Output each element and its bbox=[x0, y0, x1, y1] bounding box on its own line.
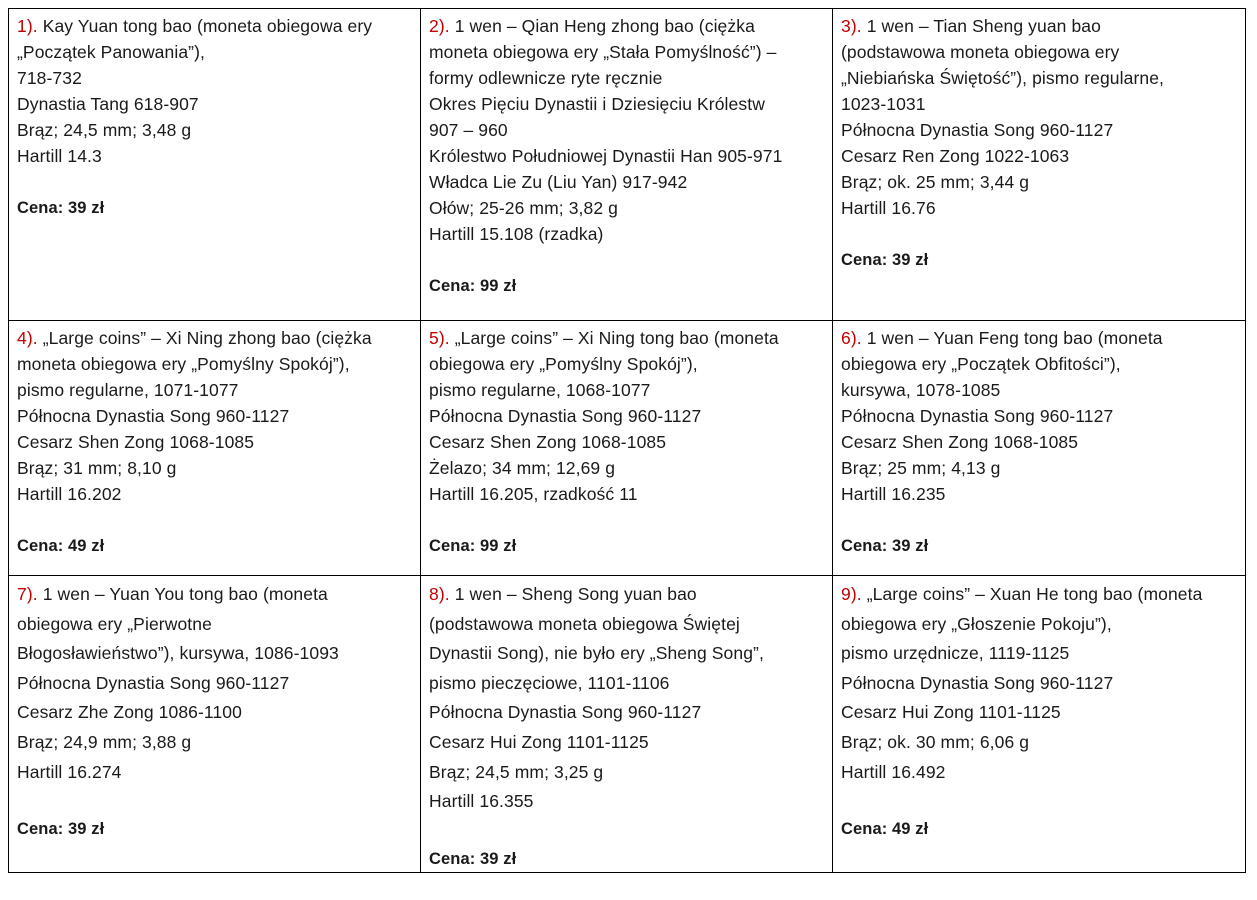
line-text: Brąz; 24,5 mm; 3,25 g bbox=[429, 761, 604, 782]
coin-description-line bbox=[429, 39, 824, 65]
line-text: Hartill 16.235 bbox=[841, 484, 946, 504]
coin-description-line bbox=[429, 580, 824, 610]
coin-description-line bbox=[17, 481, 412, 507]
line-text: moneta obiegowa ery „Pomyślny Spokój”), bbox=[17, 354, 350, 374]
coin-description-line bbox=[841, 65, 1237, 91]
line-text: Hartill 14.3 bbox=[17, 146, 102, 166]
coin-description-line bbox=[841, 758, 1237, 788]
coin-description-line bbox=[17, 351, 412, 377]
coin-description-line bbox=[17, 669, 412, 699]
item-number: 1). bbox=[17, 16, 38, 36]
coin-entry-7 bbox=[9, 576, 421, 873]
coin-description-line bbox=[17, 325, 412, 351]
line-text: Północna Dynastia Song 960-1127 bbox=[429, 406, 702, 426]
line-text: Dynastia Tang 618-907 bbox=[17, 94, 199, 114]
coin-description-line bbox=[17, 403, 412, 429]
line-text: Cesarz Zhe Zong 1086-1100 bbox=[17, 702, 242, 723]
line-text: Brąz; 24,5 mm; 3,48 g bbox=[17, 120, 192, 140]
line-text: Władca Lie Zu (Liu Yan) 917-942 bbox=[429, 172, 688, 192]
coin-description-line bbox=[841, 117, 1237, 143]
line-text: Cesarz Ren Zong 1022-1063 bbox=[841, 146, 1070, 166]
price-label: Cena: 49 zł bbox=[17, 537, 105, 555]
line-text: Brąz; 31 mm; 8,10 g bbox=[17, 458, 177, 478]
line-text: Brąz; 24,9 mm; 3,88 g bbox=[17, 731, 192, 752]
line-text: Cesarz Shen Zong 1068-1085 bbox=[841, 432, 1079, 452]
line-text: Hartill 16.492 bbox=[841, 761, 946, 782]
item-number: 2). bbox=[429, 16, 450, 36]
line-text: Błogosławieństwo”), kursywa, 1086-1093 bbox=[17, 643, 339, 664]
price-label: Cena: 39 zł bbox=[17, 820, 105, 839]
coin-description-line bbox=[841, 429, 1237, 455]
item-number: 6). bbox=[841, 328, 862, 348]
coin-description-line bbox=[841, 403, 1237, 429]
coin-description-line bbox=[429, 65, 824, 91]
line-text: „Large coins” – Xuan He tong bao (moneta bbox=[866, 584, 1203, 604]
coin-description-line bbox=[17, 117, 412, 143]
coin-description-line bbox=[429, 639, 824, 669]
coin-entry-2 bbox=[421, 9, 833, 321]
coin-catalog-table bbox=[8, 8, 1246, 873]
coin-description-line bbox=[429, 758, 824, 788]
coin-description-line bbox=[17, 639, 412, 669]
coin-description-line bbox=[429, 195, 824, 221]
coin-description-line bbox=[17, 143, 412, 169]
line-text: Hartill 16.76 bbox=[841, 198, 936, 218]
coin-description-line bbox=[841, 377, 1237, 403]
line-text: Cesarz Shen Zong 1068-1085 bbox=[429, 432, 667, 452]
line-text: Północna Dynastia Song 960-1127 bbox=[841, 120, 1114, 140]
coin-description-line bbox=[17, 377, 412, 403]
line-text: „Large coins” – Xi Ning tong bao (moneta bbox=[454, 328, 779, 348]
price-label: Cena: 39 zł bbox=[841, 537, 929, 555]
line-text: kursywa, 1078-1085 bbox=[841, 380, 1001, 400]
line-text: obiegowa ery „Początek Obfitości”), bbox=[841, 354, 1121, 374]
coin-description-line bbox=[841, 580, 1237, 610]
line-text: obiegowa ery „Pomyślny Spokój”), bbox=[429, 354, 698, 374]
coin-description-line bbox=[841, 455, 1237, 481]
coin-description-line bbox=[841, 91, 1237, 117]
line-text: 907 – 960 bbox=[429, 120, 508, 140]
coin-description-line bbox=[17, 455, 412, 481]
coin-entry-8 bbox=[421, 576, 833, 873]
coin-description-line bbox=[429, 117, 824, 143]
coin-description-line bbox=[841, 39, 1237, 65]
coin-description-line bbox=[841, 143, 1237, 169]
coin-description-line bbox=[429, 787, 824, 817]
coin-description-line bbox=[841, 669, 1237, 699]
coin-description-line bbox=[17, 13, 412, 39]
line-text: Północna Dynastia Song 960-1127 bbox=[841, 406, 1114, 426]
line-text: obiegowa ery „Głoszenie Pokoju”), bbox=[841, 613, 1112, 634]
price-label: Cena: 39 zł bbox=[841, 251, 929, 269]
table-row bbox=[9, 576, 1246, 873]
coin-entry-9 bbox=[833, 576, 1246, 873]
coin-description-line bbox=[17, 65, 412, 91]
coin-description-line bbox=[17, 610, 412, 640]
item-number: 8). bbox=[429, 584, 450, 604]
coin-description-line bbox=[429, 669, 824, 699]
line-text: Północna Dynastia Song 960-1127 bbox=[17, 672, 290, 693]
coin-description-line bbox=[429, 91, 824, 117]
table-row bbox=[9, 9, 1246, 321]
line-text: (podstawowa moneta obiegowa ery bbox=[841, 42, 1120, 62]
coin-description-line bbox=[841, 481, 1237, 507]
line-text: Królestwo Południowej Dynastii Han 905-971 bbox=[429, 146, 783, 166]
line-text: 1 wen – Yuan You tong bao (moneta bbox=[42, 584, 328, 604]
price-label: Cena: 39 zł bbox=[17, 199, 105, 217]
coin-description-line bbox=[841, 728, 1237, 758]
coin-description-line bbox=[429, 481, 824, 507]
coin-entry-1 bbox=[9, 9, 421, 321]
item-number: 7). bbox=[17, 584, 38, 604]
line-text: Żelazo; 34 mm; 12,69 g bbox=[429, 458, 616, 478]
table-row bbox=[9, 321, 1246, 576]
line-text: pismo urzędnicze, 1119-1125 bbox=[841, 643, 1070, 664]
coin-description-line bbox=[429, 698, 824, 728]
coin-description-line bbox=[429, 403, 824, 429]
coin-description-line bbox=[429, 143, 824, 169]
line-text: 1 wen – Sheng Song yuan bao bbox=[454, 584, 697, 604]
coin-description-line bbox=[17, 91, 412, 117]
line-text: Hartill 16.355 bbox=[429, 791, 534, 812]
coin-description-line bbox=[841, 13, 1237, 39]
line-text: Cesarz Shen Zong 1068-1085 bbox=[17, 432, 255, 452]
item-number: 5). bbox=[429, 328, 450, 348]
line-text: moneta obiegowa ery „Stała Pomyślność”) – bbox=[429, 42, 777, 62]
line-text: (podstawowa moneta obiegowa Świętej bbox=[429, 613, 740, 634]
line-text: 1023-1031 bbox=[841, 94, 926, 114]
price-label: Cena: 99 zł bbox=[429, 277, 517, 295]
coin-description-line bbox=[429, 169, 824, 195]
line-text: Północna Dynastia Song 960-1127 bbox=[429, 702, 702, 723]
line-text: „Large coins” – Xi Ning zhong bao (ciężka bbox=[42, 328, 372, 348]
price-label: Cena: 99 zł bbox=[429, 537, 517, 555]
item-number: 3). bbox=[841, 16, 862, 36]
line-text: pismo regularne, 1068-1077 bbox=[429, 380, 651, 400]
line-text: pismo pieczęciowe, 1101-1106 bbox=[429, 672, 670, 693]
line-text: Hartill 16.205, rzadkość 11 bbox=[429, 484, 638, 504]
coin-description-line bbox=[841, 698, 1237, 728]
line-text: Hartill 16.274 bbox=[17, 761, 122, 782]
price-label: Cena: 39 zł bbox=[429, 849, 517, 868]
coin-entry-3 bbox=[833, 9, 1246, 321]
coin-description-line bbox=[841, 169, 1237, 195]
line-text: Północna Dynastia Song 960-1127 bbox=[841, 672, 1114, 693]
coin-description-line bbox=[841, 351, 1237, 377]
coin-description-line bbox=[429, 221, 824, 247]
line-text: 718-732 bbox=[17, 68, 82, 88]
coin-description-line bbox=[17, 580, 412, 610]
coin-description-line bbox=[841, 639, 1237, 669]
coin-entry-4 bbox=[9, 321, 421, 576]
line-text: Ołów; 25-26 mm; 3,82 g bbox=[429, 198, 618, 218]
line-text: „Początek Panowania”), bbox=[17, 42, 205, 62]
line-text: Hartill 16.202 bbox=[17, 484, 122, 504]
coin-description-line bbox=[17, 758, 412, 788]
coin-description-line bbox=[841, 195, 1237, 221]
line-text: Brąz; ok. 25 mm; 3,44 g bbox=[841, 172, 1030, 192]
item-number: 4). bbox=[17, 328, 38, 348]
coin-description-line bbox=[429, 429, 824, 455]
line-text: Północna Dynastia Song 960-1127 bbox=[17, 406, 290, 426]
coin-description-line bbox=[429, 610, 824, 640]
line-text: „Niebiańska Świętość”), pismo regularne, bbox=[841, 68, 1165, 88]
line-text: 1 wen – Tian Sheng yuan bao bbox=[866, 16, 1101, 36]
coin-description-line bbox=[429, 13, 824, 39]
line-text: Hartill 15.108 (rzadka) bbox=[429, 224, 604, 244]
coin-description-line bbox=[841, 325, 1237, 351]
coin-description-line bbox=[429, 377, 824, 403]
line-text: Cesarz Hui Zong 1101-1125 bbox=[429, 731, 649, 752]
coin-description-line bbox=[429, 455, 824, 481]
line-text: pismo regularne, 1071-1077 bbox=[17, 380, 239, 400]
coin-description-line bbox=[841, 610, 1237, 640]
line-text: Brąz; ok. 30 mm; 6,06 g bbox=[841, 731, 1030, 752]
coin-description-line bbox=[17, 698, 412, 728]
line-text: formy odlewnicze ryte ręcznie bbox=[429, 68, 663, 88]
coin-entry-6 bbox=[833, 321, 1246, 576]
line-text: Cesarz Hui Zong 1101-1125 bbox=[841, 702, 1061, 723]
item-number: 9). bbox=[841, 584, 862, 604]
line-text: obiegowa ery „Pierwotne bbox=[17, 613, 212, 634]
line-text: Kay Yuan tong bao (moneta obiegowa ery bbox=[42, 16, 373, 36]
coin-entry-5 bbox=[421, 321, 833, 576]
line-text: 1 wen – Yuan Feng tong bao (moneta bbox=[866, 328, 1163, 348]
line-text: Dynastii Song), nie było ery „Sheng Song”, bbox=[429, 643, 764, 664]
coin-description-line bbox=[429, 325, 824, 351]
price-label: Cena: 49 zł bbox=[841, 820, 929, 839]
line-text: Brąz; 25 mm; 4,13 g bbox=[841, 458, 1001, 478]
line-text: 1 wen – Qian Heng zhong bao (ciężka bbox=[454, 16, 755, 36]
coin-description-line bbox=[17, 728, 412, 758]
line-text: Okres Pięciu Dynastii i Dziesięciu Królestw bbox=[429, 94, 765, 114]
coin-description-line bbox=[429, 728, 824, 758]
coin-description-line bbox=[17, 39, 412, 65]
coin-description-line bbox=[17, 429, 412, 455]
coin-description-line bbox=[429, 351, 824, 377]
